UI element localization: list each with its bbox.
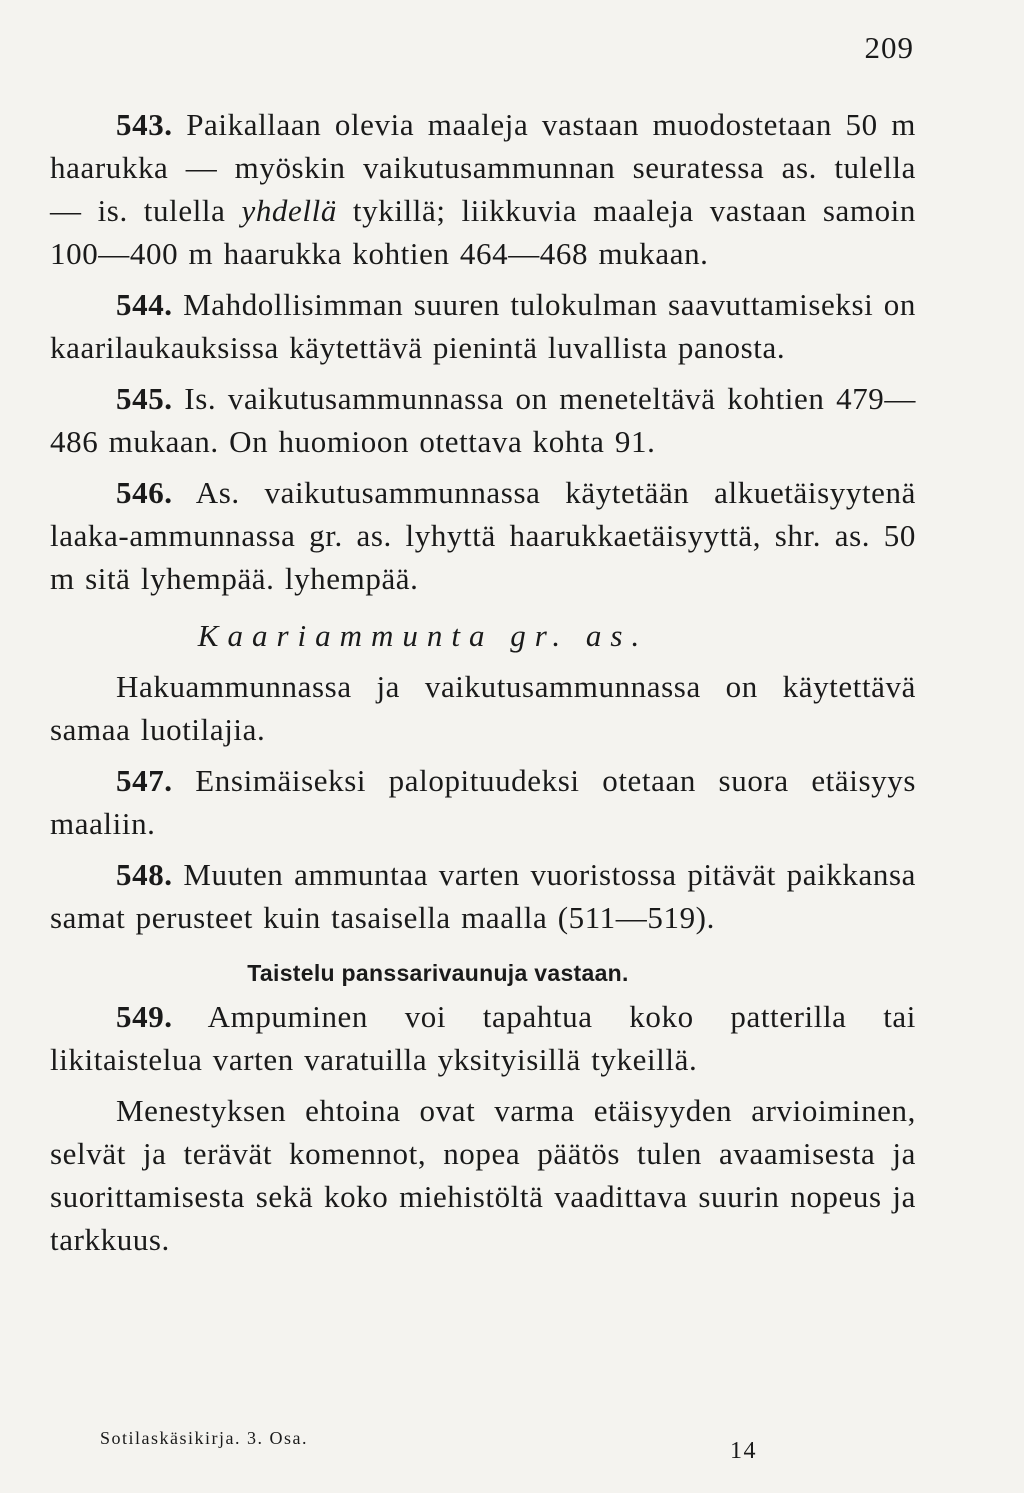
page-footer bbox=[100, 1428, 780, 1464]
paragraph-text: Muuten ammuntaa varten vuoristossa pitävät paikkansa samat perusteet kuin tasaisella maalla (511—519). bbox=[50, 857, 916, 935]
paragraph-547 bbox=[50, 759, 916, 845]
paragraph-text: Hakuammunnassa ja vaikutusammunnassa on käytettävä samaa luotilajia. bbox=[50, 669, 916, 747]
paragraph-549 bbox=[50, 995, 916, 1081]
paragraph-number: 544. bbox=[116, 287, 173, 322]
paragraph-text: Ensimäiseksi palopituudeksi otetaan suora etäisyys maaliin. bbox=[50, 763, 916, 841]
page-body bbox=[50, 103, 916, 1269]
signature-number: 14 bbox=[730, 1438, 757, 1464]
paragraph-number: 549. bbox=[116, 999, 173, 1034]
paragraph-number: 548. bbox=[116, 857, 173, 892]
section-heading-panssarivaunut: Taistelu panssarivaunuja vastaan. bbox=[247, 960, 629, 986]
paragraph-number: 545. bbox=[116, 381, 173, 416]
paragraph-545 bbox=[50, 377, 916, 463]
paragraph-number: 547. bbox=[116, 763, 173, 798]
paragraph-text: Is. vaikutusammunnassa on meneteltävä kohtien 479—486 mukaan. On huomioon otettava kohta 91. bbox=[50, 381, 916, 459]
paragraph-text: tykillä; liikkuvia maaleja vastaan samoin 100—400 m haarukka kohtien 464—468 mukaan. bbox=[50, 193, 916, 271]
paragraph-text: Menestyksen ehtoina ovat varma etäisyyden arvioiminen, selvät ja terävät komennot, nopea päätös tulen avaamisesta ja suorittamisesta sekä koko miehistöltä vaadittava suurin nopeus ja tarkkuus. bbox=[50, 1093, 916, 1257]
page-number: 209 bbox=[864, 30, 914, 65]
paragraph-543 bbox=[50, 103, 916, 275]
paragraph-text: Ampuminen voi tapahtua koko patterilla tai likitaistelua varten varatuilla yksityisillä tykeillä. bbox=[50, 999, 916, 1077]
subheading-kaariammunta: Kaariammunta gr. as. bbox=[197, 618, 649, 653]
emphasized-word: yhdellä bbox=[241, 193, 337, 228]
paragraph-546 bbox=[50, 471, 916, 600]
paragraph-544 bbox=[50, 283, 916, 369]
paragraph-text: Mahdollisimman suuren tulokulman saavuttamiseksi on kaarilaukauksissa käytettävä pienintä luvallista panosta. bbox=[50, 287, 916, 365]
paragraph-548 bbox=[50, 853, 916, 939]
paragraph-text: Paikallaan olevia maaleja vastaan muodostetaan 50 m haarukka — myöskin vaikutusammunnan seuratessa as. tulella — is. tulella bbox=[50, 107, 916, 228]
paragraph-menestys bbox=[50, 1089, 916, 1261]
paragraph-number: 543. bbox=[116, 107, 173, 142]
paragraph-hakuammunta bbox=[50, 665, 916, 751]
book-title: Sotilaskäsikirja. 3. Osa. bbox=[100, 1428, 308, 1448]
paragraph-text: As. vaikutusammunnassa käytetään alkuetäisyytenä laaka-ammunnassa gr. as. lyhyttä haarukkaetäisyyttä, shr. as. 50 m sitä lyhempää. lyhempää. bbox=[50, 475, 916, 596]
paragraph-number: 546. bbox=[116, 475, 173, 510]
